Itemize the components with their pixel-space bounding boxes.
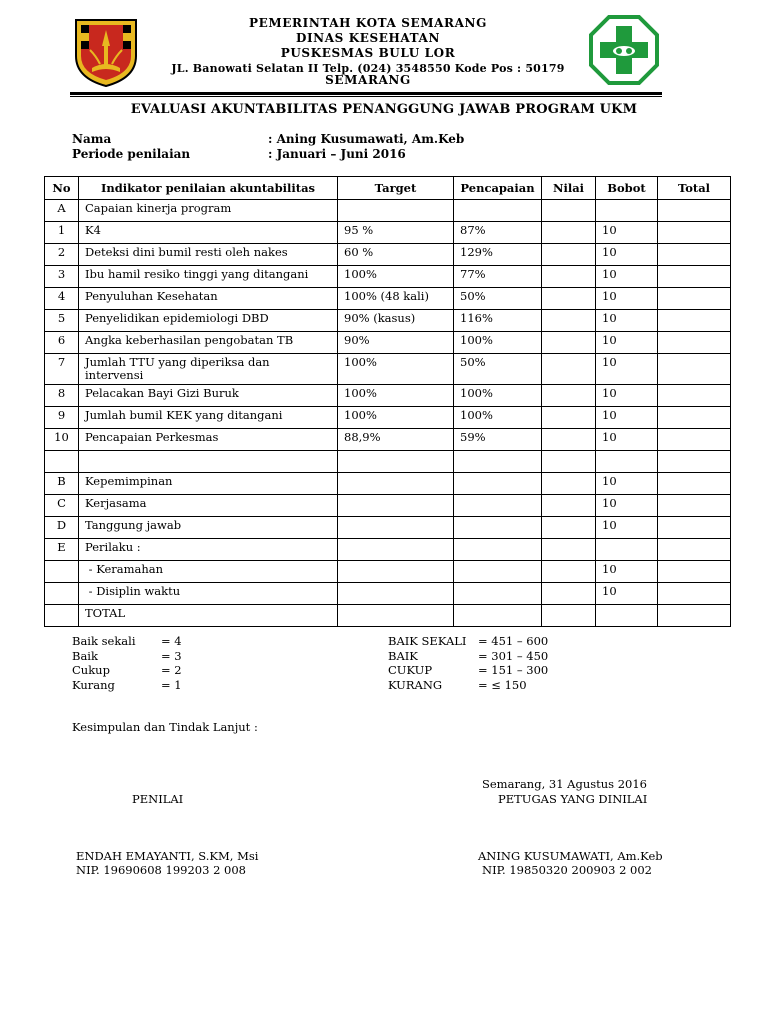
cell-total (658, 605, 731, 627)
cell-target (338, 517, 454, 539)
cell-no (45, 605, 79, 627)
table-row (45, 244, 731, 266)
cell-no: 1 (45, 222, 79, 244)
cell-pencapaian: 87% (454, 222, 542, 244)
score-legend-value: = 1 (161, 677, 182, 692)
table-row (45, 473, 731, 495)
cell-target: 90% (kasus) (338, 310, 454, 332)
score-legend-values (161, 634, 221, 692)
cell-indikator: - Disiplin waktu (79, 583, 338, 605)
table-row (45, 539, 731, 561)
table-header-row (45, 177, 731, 200)
cell-target (338, 539, 454, 561)
range-legend-value: = 301 – 450 (478, 648, 549, 663)
cell-target (338, 451, 454, 473)
cell-target: 100% (48 kali) (338, 288, 454, 310)
puskesmas-cross-emblem-icon (588, 14, 660, 86)
cell-pencapaian: 50% (454, 288, 542, 310)
cell-bobot: 10 (596, 385, 658, 407)
cell-nilai (542, 429, 596, 451)
cell-pencapaian (454, 561, 542, 583)
cell-target: 60 % (338, 244, 454, 266)
cell-indikator: Perilaku : (79, 539, 338, 561)
signer-right-role: PETUGAS YANG DINILAI (498, 792, 648, 806)
cell-target (338, 605, 454, 627)
letterhead-address: JL. Banowati Selatan II Telp. (024) 3548550 Kode Pos : 50179 (171, 62, 565, 75)
cell-no: A (45, 200, 79, 222)
cell-pencapaian (454, 583, 542, 605)
cell-pencapaian: 77% (454, 266, 542, 288)
score-legend-value: = 3 (161, 648, 182, 663)
cell-indikator: - Keramahan (79, 561, 338, 583)
cell-target: 90% (338, 332, 454, 354)
cell-nilai (542, 332, 596, 354)
cell-bobot (596, 539, 658, 561)
conclusion-label: Kesimpulan dan Tindak Lanjut : (72, 720, 258, 734)
cell-pencapaian (454, 200, 542, 222)
table-row (45, 451, 731, 473)
cell-nilai (542, 561, 596, 583)
cell-nilai (542, 407, 596, 429)
header-bobot: Bobot (596, 177, 658, 200)
cell-no: 4 (45, 288, 79, 310)
table-row (45, 354, 731, 385)
cell-pencapaian: 116% (454, 310, 542, 332)
cell-no: 10 (45, 429, 79, 451)
cell-target: 100% (338, 407, 454, 429)
letterhead-divider-thin (70, 96, 662, 97)
cell-indikator: Deteksi dini bumil resti oleh nakes (79, 244, 338, 266)
periode-value: : Januari – Juni 2016 (268, 147, 406, 161)
cell-pencapaian: 129% (454, 244, 542, 266)
table-row (45, 222, 731, 244)
range-legend-label: BAIK SEKALI (388, 634, 467, 648)
cell-target: 100% (338, 385, 454, 407)
cell-pencapaian (454, 495, 542, 517)
table-row (45, 310, 731, 332)
cell-target: 100% (338, 354, 454, 385)
cell-target (338, 561, 454, 583)
score-legend-label: Kurang (72, 677, 115, 692)
range-legend-value: = ≤ 150 (478, 677, 527, 692)
cell-no: D (45, 517, 79, 539)
cell-nilai (542, 385, 596, 407)
cell-total (658, 310, 731, 332)
cell-indikator: Pelacakan Bayi Gizi Buruk (79, 385, 338, 407)
letterhead-facility: PUSKESMAS BULU LOR (280, 46, 456, 60)
cell-pencapaian (454, 539, 542, 561)
cell-bobot: 10 (596, 429, 658, 451)
cell-target (338, 583, 454, 605)
cell-total (658, 332, 731, 354)
cell-indikator: Pencapaian Perkesmas (79, 429, 338, 451)
nama-label: Nama (72, 132, 112, 146)
cell-total (658, 451, 731, 473)
cell-pencapaian: 100% (454, 385, 542, 407)
periode-label: Periode penilaian (72, 147, 191, 161)
cell-bobot: 10 (596, 244, 658, 266)
cell-no: B (45, 473, 79, 495)
cell-nilai (542, 583, 596, 605)
place-date: Semarang, 31 Agustus 2016 (482, 777, 647, 791)
letterhead-divider (70, 92, 662, 95)
cell-nilai (542, 288, 596, 310)
cell-bobot: 10 (596, 222, 658, 244)
cell-bobot: 10 (596, 561, 658, 583)
table-row (45, 385, 731, 407)
cell-total (658, 539, 731, 561)
cell-nilai (542, 517, 596, 539)
cell-bobot: 10 (596, 583, 658, 605)
range-legend-label: BAIK (388, 648, 418, 663)
cell-indikator: Kerjasama (79, 495, 338, 517)
cell-no: 3 (45, 266, 79, 288)
cell-total (658, 517, 731, 539)
cell-no (45, 451, 79, 473)
cell-pencapaian: 50% (454, 354, 542, 385)
cell-no: E (45, 539, 79, 561)
range-legend-labels (388, 634, 478, 692)
cell-total (658, 583, 731, 605)
table-row (45, 429, 731, 451)
cell-nilai (542, 605, 596, 627)
cell-total (658, 244, 731, 266)
score-legend-label: Cukup (72, 663, 110, 677)
letterhead-government: PEMERINTAH KOTA SEMARANG (249, 16, 487, 30)
cell-nilai (542, 222, 596, 244)
cell-target: 88,9% (338, 429, 454, 451)
cell-pencapaian: 59% (454, 429, 542, 451)
table-row (45, 200, 731, 222)
cell-no: 6 (45, 332, 79, 354)
evaluation-table (44, 176, 731, 627)
cell-bobot (596, 605, 658, 627)
cell-indikator: Tanggung jawab (79, 517, 338, 539)
table-row (45, 583, 731, 605)
cell-pencapaian: 100% (454, 332, 542, 354)
semarang-city-crest-icon (70, 16, 142, 88)
header-target: Target (338, 177, 454, 200)
cell-bobot: 10 (596, 354, 658, 385)
cell-indikator: Penyuluhan Kesehatan (79, 288, 338, 310)
range-legend-value: = 151 – 300 (478, 663, 549, 677)
letterhead-city: SEMARANG (325, 73, 411, 87)
cell-nilai (542, 354, 596, 385)
score-legend-value: = 2 (161, 663, 182, 677)
score-legend-labels (72, 634, 167, 692)
cell-pencapaian (454, 517, 542, 539)
cell-total (658, 200, 731, 222)
signer-left-nip: NIP. 19690608 199203 2 008 (76, 863, 246, 877)
cell-bobot: 10 (596, 407, 658, 429)
cell-target (338, 473, 454, 495)
cell-bobot (596, 451, 658, 473)
cell-target: 95 % (338, 222, 454, 244)
cell-indikator: TOTAL (79, 605, 338, 627)
cell-bobot: 10 (596, 288, 658, 310)
cell-nilai (542, 244, 596, 266)
cell-bobot: 10 (596, 495, 658, 517)
cell-target (338, 495, 454, 517)
cell-pencapaian (454, 473, 542, 495)
header-nilai: Nilai (542, 177, 596, 200)
cell-indikator: Penyelidikan epidemiologi DBD (79, 310, 338, 332)
cell-pencapaian (454, 451, 542, 473)
range-legend-values (478, 634, 588, 692)
cell-bobot: 10 (596, 517, 658, 539)
cell-bobot: 10 (596, 266, 658, 288)
cell-indikator: Angka keberhasilan pengobatan TB (79, 332, 338, 354)
score-legend-label: Baik (72, 648, 98, 663)
cell-target (338, 200, 454, 222)
cell-indikator: Capaian kinerja program (79, 200, 338, 222)
cell-bobot (596, 200, 658, 222)
header-pencapaian: Pencapaian (454, 177, 542, 200)
score-legend-value: = 4 (161, 634, 182, 648)
cell-total (658, 288, 731, 310)
table-row (45, 561, 731, 583)
cell-nilai (542, 266, 596, 288)
signer-left-name: ENDAH EMAYANTI, S.KM, Msi (76, 849, 259, 863)
cell-no: 8 (45, 385, 79, 407)
cell-indikator (79, 451, 338, 473)
cell-bobot: 10 (596, 332, 658, 354)
cell-target: 100% (338, 266, 454, 288)
cell-nilai (542, 451, 596, 473)
cell-no: C (45, 495, 79, 517)
cell-total (658, 429, 731, 451)
table-row (45, 517, 731, 539)
cell-pencapaian (454, 605, 542, 627)
cell-no (45, 583, 79, 605)
cell-no (45, 561, 79, 583)
range-legend-label: KURANG (388, 677, 443, 692)
cell-total (658, 495, 731, 517)
cell-total (658, 473, 731, 495)
cell-indikator: Jumlah TTU yang diperiksa dan intervensi (79, 354, 338, 385)
header-total: Total (658, 177, 731, 200)
cell-nilai (542, 310, 596, 332)
cell-total (658, 385, 731, 407)
signer-left-role: PENILAI (132, 792, 184, 806)
cell-total (658, 266, 731, 288)
cell-nilai (542, 473, 596, 495)
table-row (45, 495, 731, 517)
cell-nilai (542, 200, 596, 222)
cell-total (658, 407, 731, 429)
nama-value: : Aning Kusumawati, Am.Keb (268, 132, 465, 146)
cell-pencapaian: 100% (454, 407, 542, 429)
cell-nilai (542, 539, 596, 561)
cell-indikator: Jumlah bumil KEK yang ditangani (79, 407, 338, 429)
cell-total (658, 222, 731, 244)
header-no: No (45, 177, 79, 200)
letterhead-department: DINAS KESEHATAN (295, 31, 441, 45)
cell-no: 2 (45, 244, 79, 266)
cell-bobot: 10 (596, 310, 658, 332)
cell-indikator: Kepemimpinan (79, 473, 338, 495)
range-legend-label: CUKUP (388, 663, 433, 677)
table-row (45, 407, 731, 429)
table-row (45, 332, 731, 354)
cell-nilai (542, 495, 596, 517)
cell-indikator: Ibu hamil resiko tinggi yang ditangani (79, 266, 338, 288)
cell-total (658, 561, 731, 583)
cell-no: 5 (45, 310, 79, 332)
table-row (45, 266, 731, 288)
document-title: EVALUASI AKUNTABILITAS PENANGGUNG JAWAB PROGRAM UKM (130, 102, 638, 117)
cell-indikator: K4 (79, 222, 338, 244)
cell-bobot: 10 (596, 473, 658, 495)
table-row (45, 605, 731, 627)
signer-right-nip: NIP. 19850320 200903 2 002 (482, 863, 652, 877)
range-legend-value: = 451 – 600 (478, 634, 549, 648)
cell-no: 7 (45, 354, 79, 385)
cell-no: 9 (45, 407, 79, 429)
table-row (45, 288, 731, 310)
header-indikator: Indikator penilaian akuntabilitas (79, 177, 338, 200)
score-legend-label: Baik sekali (72, 634, 136, 648)
cell-total (658, 354, 731, 385)
signer-right-name: ANING KUSUMAWATI, Am.Keb (478, 849, 663, 863)
